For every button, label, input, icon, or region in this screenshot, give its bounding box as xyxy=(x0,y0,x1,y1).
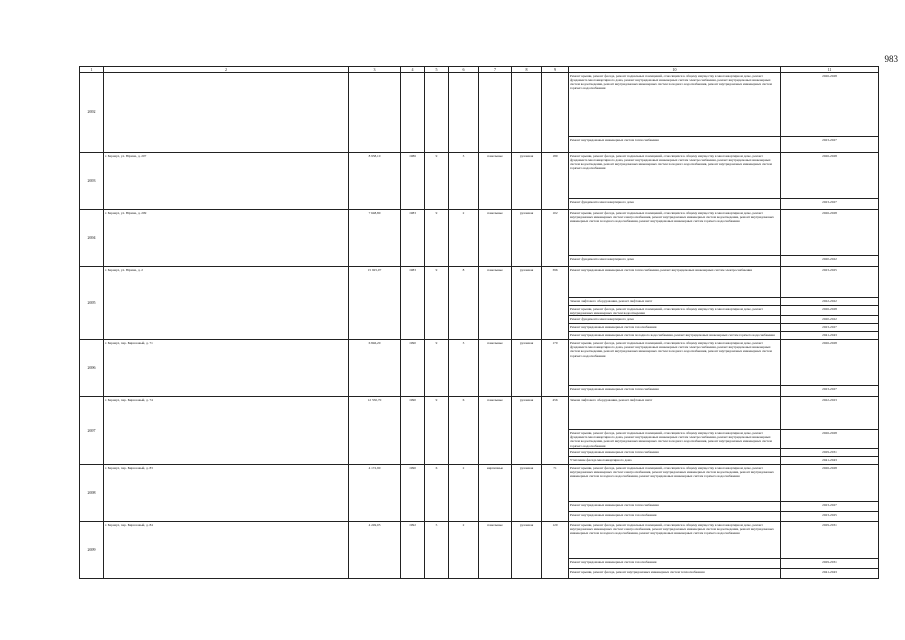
table-row xyxy=(80,522,879,559)
row-number: 2693 xyxy=(80,153,104,210)
building-address: г. Барнаул, пер. Бирюзовый, д. 83 xyxy=(104,465,349,522)
work-period: 2023-2027 xyxy=(781,199,879,210)
work-description: Ремонт крыши, ремонт фасада, ремонт подвальных помещений, относящихся к общему имуществу в многоквартирном доме, ремонт внутридомовых инженерных систем водоотведения xyxy=(569,306,781,316)
total-area: 4 249,03 xyxy=(349,522,401,579)
entrance-count: 2 xyxy=(449,522,479,579)
building-address: г. Барнаул, пер. Бирюзовый, д. 74 xyxy=(104,397,349,465)
entrance-count: 3 xyxy=(449,153,479,210)
column-number: 2 xyxy=(104,67,349,73)
work-period: 2026-2028 xyxy=(781,73,879,137)
wall-material xyxy=(479,73,512,153)
building-address xyxy=(104,73,349,153)
entrance-count: 6 xyxy=(449,397,479,465)
apartment-count: 170 xyxy=(542,340,569,397)
column-number: 9 xyxy=(542,67,569,73)
table-row xyxy=(80,267,879,298)
work-description: Ремонт фундамента многоквартирного дома xyxy=(569,256,781,267)
work-period: 2026-2028 xyxy=(781,306,879,316)
wall-material: панельные xyxy=(479,267,512,340)
wall-material: панельные xyxy=(479,153,512,210)
page-number: 983 xyxy=(884,54,898,64)
work-period: 2029-2031 xyxy=(781,559,879,569)
work-description: Ремонт фундамента многоквартирного дома xyxy=(569,199,781,210)
column-number: 6 xyxy=(449,67,479,73)
apartment-count: 396 xyxy=(542,267,569,340)
table-row xyxy=(80,340,879,386)
work-description: Ремонт фундамента многоквартирного дома xyxy=(569,316,781,324)
total-area xyxy=(349,73,401,153)
table-row xyxy=(80,210,879,256)
row-number: 2695 xyxy=(80,267,104,340)
work-description: Ремонт крыши, ремонт фасада, ремонт подвальных помещений, относящихся к общему имуществу в многоквартирном доме, ремонт внутридомовых инженерных систем электроснабжения, ремонт внутридомовых инженерных систем водоотведения, ремонт внутридомовых инженерных систем холодного водоснабжения, ремонт внутридомовых инженерных систем горячего водоснабжения xyxy=(569,465,781,502)
work-period: 2023-2027 xyxy=(781,386,879,397)
roof-type: рулонная xyxy=(512,210,542,267)
wall-material: кирпичные xyxy=(479,465,512,522)
work-period: 2022-2022 xyxy=(781,298,879,306)
year-built: 1990 xyxy=(401,465,425,522)
work-description: Ремонт внутридомовых инженерных систем теплоснабжения xyxy=(569,449,781,457)
work-description: Ремонт внутридомовых инженерных систем теплоснабжения xyxy=(569,502,781,512)
wall-material: панельные xyxy=(479,210,512,267)
work-period: 2041-2043 xyxy=(781,569,879,579)
roof-type xyxy=(512,73,542,153)
building-address: г. Барнаул, ул. Юрина, д. 207 xyxy=(104,153,349,210)
building-address: г. Барнаул, ул. Юрина, д. 2 xyxy=(104,267,349,340)
work-description: Ремонт крыши, ремонт фасада, ремонт подвальных помещений, относящихся к общему имуществу в многоквартирном доме, ремонт фундамента многоквартирного дома, ремонт внутридомовых инженерных систем электроснабжения, ремонт внутридомовых инженерных систем водоотведения, ремонт внутридомовых инженерных систем холодного водоснабжения, ремонт внутридомовых инженерных систем горячего водоснабжения xyxy=(569,430,781,449)
work-period: 2029-2031 xyxy=(781,522,879,559)
apartment-count: 71 xyxy=(542,465,569,522)
total-area: 8 938,10 xyxy=(349,153,401,210)
apartment-count: 456 xyxy=(542,397,569,465)
column-number: 3 xyxy=(349,67,401,73)
table-row xyxy=(80,73,879,137)
repair-program-table xyxy=(79,66,879,579)
year-built: 1990 xyxy=(401,340,425,397)
roof-type: рулонная xyxy=(512,522,542,579)
floor-count: 5 xyxy=(425,522,449,579)
year-built: 1990 xyxy=(401,397,425,465)
total-area: 4 172,90 xyxy=(349,465,401,522)
table-row xyxy=(80,153,879,199)
work-period: 2026-2028 xyxy=(781,210,879,256)
column-number: 11 xyxy=(781,67,879,73)
apartment-count: 102 xyxy=(542,210,569,267)
wall-material: панельные xyxy=(479,397,512,465)
total-area: 15 925,07 xyxy=(349,267,401,340)
work-description: Ремонт внутридомовых инженерных систем холодного водоснабжения, ремонт внутридомовых инженерных систем горячего водоснабжения xyxy=(569,332,781,340)
row-number: 2698 xyxy=(80,465,104,522)
floor-count: 6 xyxy=(425,465,449,522)
work-period: 2026-2028 xyxy=(781,153,879,199)
work-description: Ремонт внутридомовых инженерных систем газоснабжения xyxy=(569,512,781,522)
roof-type: рулонная xyxy=(512,465,542,522)
apartment-count: 180 xyxy=(542,153,569,210)
year-built xyxy=(401,73,425,153)
apartment-count xyxy=(542,73,569,153)
work-period: 2020-2022 xyxy=(781,256,879,267)
column-number: 10 xyxy=(569,67,781,73)
floor-count: 9 xyxy=(425,210,449,267)
floor-count xyxy=(425,73,449,153)
year-built: 1983 xyxy=(401,267,425,340)
work-description: Ремонт внутридомовых инженерных систем теплоснабжения xyxy=(569,137,781,153)
work-description: Ремонт внутридомовых инженерных систем теплоснабжения xyxy=(569,386,781,397)
floor-count: 9 xyxy=(425,397,449,465)
work-period: 2020-2022 xyxy=(781,316,879,324)
work-description: Ремонт крыши, ремонт фасада, ремонт подвальных помещений, относящихся к общему имуществу в многоквартирном доме, ремонт внутридомовых инженерных систем электроснабжения, ремонт внутридомовых инженерных систем водоотведения, ремонт внутридомовых инженерных систем холодного водоснабжения, ремонт внутридомовых инженерных систем горячего водоснабжения xyxy=(569,522,781,559)
roof-type: рулонная xyxy=(512,340,542,397)
row-number: 2692 xyxy=(80,73,104,153)
column-number: 7 xyxy=(479,67,512,73)
total-area: 6 846,20 xyxy=(349,340,401,397)
floor-count: 9 xyxy=(425,153,449,210)
roof-type: рулонная xyxy=(512,397,542,465)
work-period: 2023-2027 xyxy=(781,137,879,153)
work-period: 2023-2027 xyxy=(781,502,879,512)
row-number: 2699 xyxy=(80,522,104,579)
work-description: Утепление фасада многоквартирного дома xyxy=(569,457,781,465)
entrance-count: 3 xyxy=(449,340,479,397)
work-period: 2023-2025 xyxy=(781,267,879,298)
wall-material: панельные xyxy=(479,522,512,579)
table-row xyxy=(80,397,879,430)
total-area: 12 550,70 xyxy=(349,397,401,465)
building-address: г. Барнаул, пер. Бирюзовый, д. 84 xyxy=(104,522,349,579)
column-number: 8 xyxy=(512,67,542,73)
total-area: 7 648,80 xyxy=(349,210,401,267)
work-period: 2023-2025 xyxy=(781,512,879,522)
wall-material: панельные xyxy=(479,340,512,397)
floor-count: 9 xyxy=(425,267,449,340)
work-period: 2026-2028 xyxy=(781,340,879,386)
column-number: 4 xyxy=(401,67,425,73)
work-description: Ремонт внутридомовых инженерных систем газоснабжения xyxy=(569,324,781,332)
column-number: 1 xyxy=(80,67,104,73)
entrance-count xyxy=(449,73,479,153)
work-period: 2026-2028 xyxy=(781,465,879,502)
roof-type: рулонная xyxy=(512,153,542,210)
entrance-count: 2 xyxy=(449,465,479,522)
year-built: 1986 xyxy=(401,153,425,210)
entrance-count: 8 xyxy=(449,267,479,340)
work-period: 2026-2028 xyxy=(781,430,879,449)
column-number: 5 xyxy=(425,67,449,73)
work-description: Ремонт внутридомовых инженерных систем газоснабжения xyxy=(569,559,781,569)
work-description: Замена лифтового оборудования, ремонт лифтовых шахт xyxy=(569,298,781,306)
work-description: Замена лифтового оборудования, ремонт лифтовых шахт xyxy=(569,397,781,430)
work-period: 2041-2043 xyxy=(781,332,879,340)
entrance-count: 2 xyxy=(449,210,479,267)
work-description: Ремонт крыши, ремонт фасада, ремонт внутридомовых инженерных систем теплоснабжения xyxy=(569,569,781,579)
apartment-count: 120 xyxy=(542,522,569,579)
year-built: 1992 xyxy=(401,522,425,579)
work-period: 2022-2023 xyxy=(781,397,879,430)
building-address: г. Барнаул, ул. Юрина, д. 209 xyxy=(104,210,349,267)
work-description: Ремонт внутридомовых инженерных систем теплоснабжения, ремонт внутридомовых инженерных систем электроснабжения xyxy=(569,267,781,298)
work-description: Ремонт крыши, ремонт фасада, ремонт подвальных помещений, относящихся к общему имуществу в многоквартирном доме, ремонт внутридомовых инженерных систем электроснабжения, ремонт внутридомовых инженерных систем водоотведения, ремонт внутридомовых инженерных систем холодного водоснабжения, ремонт внутридомовых инженерных систем горячего водоснабжения xyxy=(569,210,781,256)
building-address: г. Барнаул, пер. Бирюзовый, д. 71 xyxy=(104,340,349,397)
floor-count: 9 xyxy=(425,340,449,397)
work-period: 2023-2027 xyxy=(781,324,879,332)
work-description: Ремонт крыши, ремонт фасада, ремонт подвальных помещений, относящихся к общему имуществу в многоквартирном доме, ремонт фундамента многоквартирного дома, ремонт внутридомовых инженерных систем электроснабжения, ремонт внутридомовых инженерных систем водоотведения, ремонт внутридомовых инженерных систем холодного водоснабжения, ремонт внутридомовых инженерных систем горячего водоснабжения xyxy=(569,153,781,199)
row-number: 2696 xyxy=(80,340,104,397)
work-period: 2029-2031 xyxy=(781,449,879,457)
work-period: 2041-2043 xyxy=(781,457,879,465)
table-row xyxy=(80,465,879,502)
year-built: 1983 xyxy=(401,210,425,267)
work-description: Ремонт крыши, ремонт фасада, ремонт подвальных помещений, относящихся к общему имуществу в многоквартирном доме, ремонт фундамента многоквартирного дома, ремонт внутридомовых инженерных систем электроснабжения, ремонт внутридомовых инженерных систем водоотведения, ремонт внутридомовых инженерных систем холодного водоснабжения, ремонт внутридомовых инженерных систем горячего водоснабжения xyxy=(569,73,781,137)
row-number: 2697 xyxy=(80,397,104,465)
roof-type: рулонная xyxy=(512,267,542,340)
work-description: Ремонт крыши, ремонт фасада, ремонт подвальных помещений, относящихся к общему имуществу в многоквартирном доме, ремонт фундамента многоквартирного дома, ремонт внутридомовых инженерных систем электроснабжения, ремонт внутридомовых инженерных систем водоотведения, ремонт внутридомовых инженерных систем холодного водоснабжения, ремонт внутридомовых инженерных систем горячего водоснабжения xyxy=(569,340,781,386)
row-number: 2694 xyxy=(80,210,104,267)
